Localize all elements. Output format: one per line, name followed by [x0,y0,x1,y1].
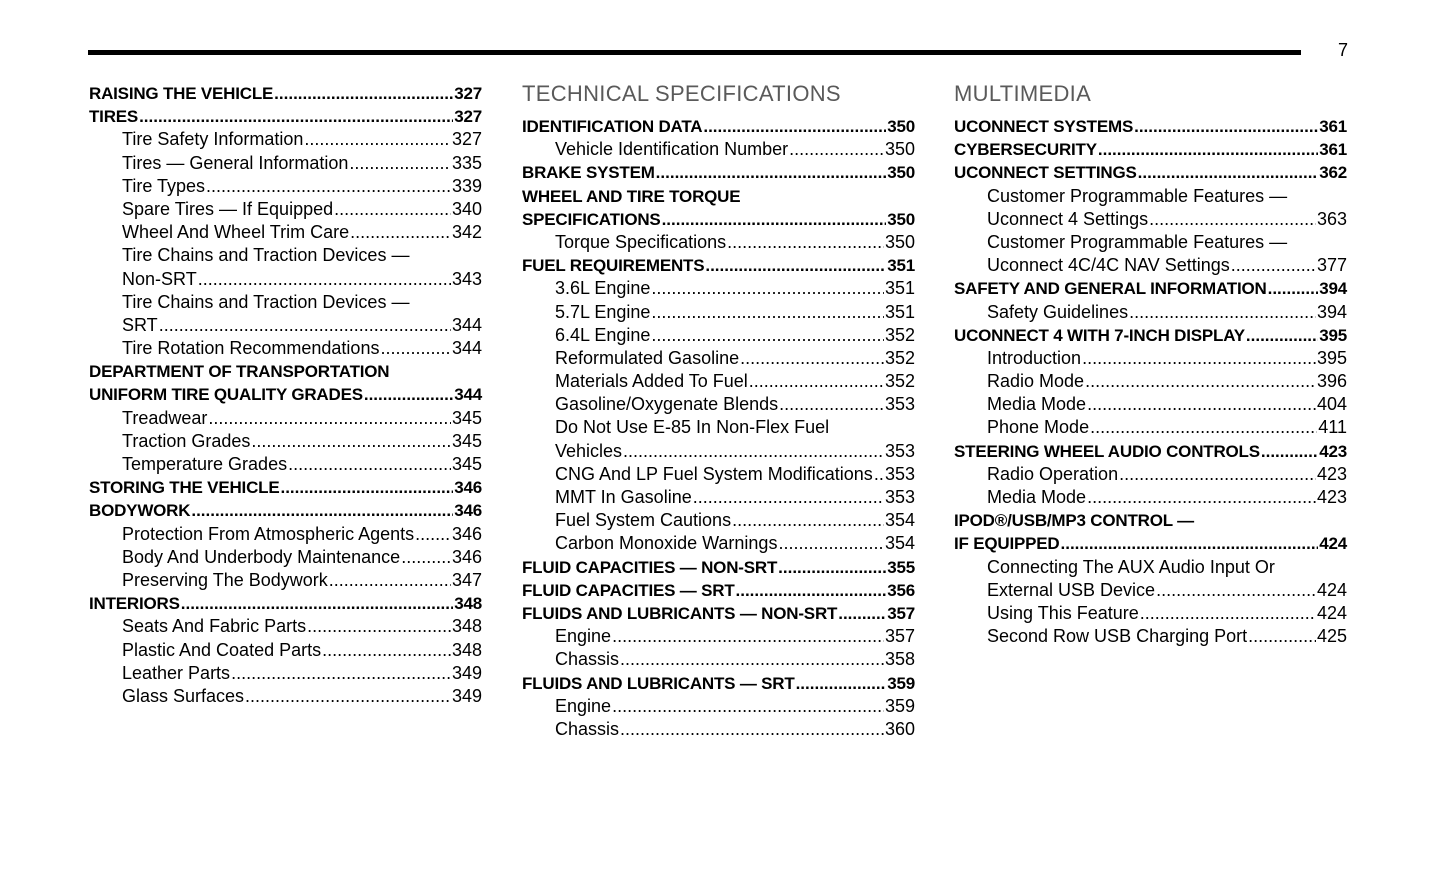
toc-entry-title: Introduction [987,347,1082,368]
dot-leader [349,152,451,175]
toc-entry-page: 394 [1319,279,1347,299]
dot-leader [1156,579,1316,602]
toc-subsection-entry[interactable] [954,463,1347,486]
dot-leader [159,314,451,337]
toc-subsection-entry[interactable] [954,347,1347,370]
dot-leader [693,486,884,509]
toc-section-entry [89,360,482,383]
dot-leader [1268,277,1319,300]
toc-subsection-entry[interactable] [522,440,915,463]
toc-section-entry[interactable] [522,556,915,579]
dot-leader [245,685,451,708]
dot-leader [307,615,451,638]
dot-leader [139,105,453,128]
toc-entry-page: 348 [451,616,482,637]
dot-leader [1085,370,1316,393]
dot-leader [288,453,451,476]
toc-entry-title: Tire Chains and Traction Devices — [122,291,410,312]
toc-entry-title: BODYWORK [89,501,191,521]
toc-entry-page: 350 [887,209,915,229]
toc-subsection-entry[interactable] [522,370,915,393]
dot-leader [732,509,884,532]
toc-entry-title: FLUIDS AND LUBRICANTS — SRT [522,673,795,693]
dot-leader [1090,416,1317,439]
toc-entry-title: FUEL REQUIREMENTS [522,256,705,276]
toc-entry-page: 352 [884,347,915,368]
toc-entry-page: 356 [887,580,915,600]
toc-entry-title: CNG And LP Fuel System Modifications [555,463,873,484]
toc-subsection-entry[interactable] [954,393,1347,416]
dot-leader [656,161,887,184]
toc-section-entry[interactable] [954,277,1347,300]
toc-entry-page: 395 [1316,347,1347,368]
toc-entry-page: 357 [887,603,915,623]
dot-leader [364,383,453,406]
toc-entry-title: Chassis [555,718,620,739]
toc-entry-page: 350 [884,231,915,252]
toc-subsection-entry[interactable] [954,254,1347,277]
toc-subsection-entry[interactable] [89,407,482,430]
dot-leader [662,208,887,231]
toc-entry-title: UCONNECT SETTINGS [954,163,1137,183]
toc-entry-page: 345 [451,454,482,474]
toc-entry-title: Radio Mode [987,371,1085,392]
toc-entry-title: Radio Operation [987,463,1119,484]
toc-entry-title: Leather Parts [122,662,231,683]
toc-subsection-entry[interactable] [522,301,915,324]
toc-subsection-entry[interactable] [522,138,915,161]
toc-entry-page: 359 [887,673,915,693]
dot-leader [727,231,884,254]
dot-leader [705,254,886,277]
toc-entry-title: RAISING THE VEHICLE [89,84,274,103]
toc-entry-title: Uconnect 4C/4C NAV Settings [987,255,1230,276]
toc-entry-page: 423 [1316,487,1347,507]
toc-entry-title: Spare Tires — If Equipped [122,198,334,219]
toc-entry-title: Vehicles [555,440,623,461]
toc-entry-page: 335 [451,152,482,173]
toc-entry-title: Customer Programmable Features — [987,185,1288,206]
dot-leader [198,268,451,291]
toc-entry-page: 344 [451,338,482,359]
dot-leader [651,324,884,347]
dot-leader [322,639,451,662]
dot-leader [1140,602,1316,625]
toc-section-entry[interactable] [522,254,915,277]
toc-entry-page: 351 [884,301,915,322]
toc-column-2 [522,82,915,741]
dot-leader [206,175,451,198]
toc-entry-page: 340 [451,198,482,219]
dot-leader [1246,324,1318,347]
toc-entry-title: FLUID CAPACITIES — NON-SRT [522,557,778,577]
section-heading: MULTIMEDIA [954,81,1092,106]
section-heading: TECHNICAL SPECIFICATIONS [522,81,841,106]
dot-leader [304,128,451,151]
toc-entry-title: Engine [555,626,612,647]
toc-entry-page: 347 [451,569,482,590]
dot-leader [1098,138,1318,161]
toc-entry-title: Materials Added To Fuel [555,371,748,392]
dot-leader [1248,625,1316,648]
toc-entry-title: Tire Safety Information [122,129,304,150]
toc-section-entry[interactable] [522,161,915,184]
dot-leader [620,648,884,671]
toc-entry-page: 351 [884,278,915,299]
toc-subsection-entry[interactable] [522,393,915,416]
toc-entry-page: 425 [1316,626,1347,647]
dot-leader [620,718,884,741]
dot-leader [703,115,886,138]
toc-subsection-entry [954,556,1347,579]
dot-leader [350,221,451,244]
toc-subsection-entry[interactable] [89,685,482,708]
toc-subsection-entry[interactable] [89,221,482,244]
toc-entry-title: Preserving The Bodywork [122,569,328,590]
toc-entry-page: 424 [1316,579,1347,600]
toc-column-1 [89,82,482,708]
toc-subsection-entry[interactable] [522,532,915,555]
toc-entry-page: 352 [884,324,915,345]
toc-entry-page: 346 [454,478,482,498]
toc-entry-title: UCONNECT 4 WITH 7-INCH DISPLAY [954,325,1245,345]
toc-subsection-entry[interactable] [89,523,482,546]
toc-entry-page: 344 [451,314,482,335]
toc-entry-title: CYBERSECURITY [954,140,1097,160]
toc-entry-page: 327 [454,107,482,127]
toc-entry-title: 5.7L Engine [555,301,651,322]
toc-subsection-entry[interactable] [89,639,482,662]
dot-leader [1134,115,1318,138]
toc-subsection-entry[interactable] [89,314,482,337]
toc-section-entry[interactable] [522,579,915,602]
toc-entry-title: Non-SRT [122,268,197,289]
toc-entry-title: SRT [122,314,158,335]
toc-entry-page: 352 [884,371,915,392]
toc-entry-page: 404 [1316,394,1347,415]
toc-subsection-entry[interactable] [89,569,482,592]
toc-entry-page: 411 [1318,417,1347,438]
toc-entry-title: Temperature Grades [122,454,288,474]
toc-entry-title: Uconnect 4 Settings [987,208,1149,229]
toc-entry-title: Media Mode [987,394,1087,415]
toc-entry-title: IF EQUIPPED [954,534,1060,554]
toc-entry-page: 346 [451,523,482,544]
dot-leader [1119,463,1316,486]
toc-subsection-entry[interactable] [522,324,915,347]
dot-leader [191,499,453,522]
toc-subsection-entry[interactable] [522,347,915,370]
toc-subsection-entry[interactable] [954,301,1347,324]
toc-entry-title: IPOD®/USB/MP3 CONTROL — [954,511,1194,531]
toc-entry-page: 346 [451,546,482,567]
toc-entry-title: Glass Surfaces [122,685,245,706]
toc-entry-page: 343 [451,268,482,289]
toc-entry-title: Tire Chains and Traction Devices — [122,245,410,266]
dot-leader [1261,440,1318,463]
dot-leader [329,569,451,592]
toc-subsection-entry [522,416,915,439]
dot-leader [251,430,451,453]
dot-leader [1087,393,1316,416]
toc-subsection-entry[interactable] [954,579,1347,602]
toc-entry-page: 344 [454,385,482,405]
toc-subsection-entry[interactable] [89,546,482,569]
toc-subsection-entry[interactable] [522,648,915,671]
toc-entry-title: 3.6L Engine [555,278,651,299]
toc-entry-title: Media Mode [987,487,1087,507]
toc-entry-page: 350 [887,163,915,183]
toc-entry-title: UNIFORM TIRE QUALITY GRADES [89,385,363,405]
toc-entry-title: WHEEL AND TIRE TORQUE [522,186,741,206]
toc-entry-title: UCONNECT SYSTEMS [954,117,1134,136]
toc-subsection-entry[interactable] [522,463,915,486]
toc-subsection-entry[interactable] [522,695,915,718]
dot-leader [274,82,453,105]
dot-leader [380,337,451,360]
toc-entry-page: 394 [1316,301,1347,322]
toc-subsection-entry[interactable] [954,602,1347,625]
toc-entry-page: 423 [1319,441,1347,461]
toc-subsection-entry[interactable] [89,453,482,476]
toc-entry-title: INTERIORS [89,594,180,614]
toc-entry-title: Tire Rotation Recommendations [122,338,380,359]
toc-subsection-entry[interactable] [522,277,915,300]
toc-entry-title: FLUID CAPACITIES — SRT [522,580,735,600]
toc-entry-page: 396 [1316,371,1347,392]
toc-entry-title: Body And Underbody Maintenance [122,546,401,567]
toc-entry-page: 348 [454,594,482,614]
toc-subsection-entry[interactable] [522,718,915,741]
dot-leader [789,138,884,161]
toc-subsection-entry[interactable] [89,268,482,291]
toc-column-3 [954,82,1347,648]
toc-entry-title: Carbon Monoxide Warnings [555,533,778,554]
toc-entry-page: 327 [451,129,482,150]
dot-leader [208,407,451,430]
toc-subsection-entry[interactable] [954,370,1347,393]
dot-leader [779,393,884,416]
toc-entry-page: 424 [1316,602,1347,623]
toc-entry-title: Engine [555,695,612,716]
toc-section-entry[interactable] [89,592,482,615]
toc-entry-title: Plastic And Coated Parts [122,639,322,660]
toc-entry-page: 327 [454,84,482,103]
toc-section-entry[interactable] [954,532,1347,555]
toc-section-entry[interactable] [954,115,1347,138]
toc-entry-title: IDENTIFICATION DATA [522,117,703,136]
toc-subsection-entry[interactable] [522,486,915,509]
toc-entry-title: STEERING WHEEL AUDIO CONTROLS [954,441,1260,461]
toc-entry-page: 349 [451,685,482,706]
toc-entry-page: 355 [887,557,915,577]
toc-entry-title: Gasoline/Oxygenate Blends [555,394,779,415]
toc-entry-title: SPECIFICATIONS [522,209,661,229]
toc-section-entry[interactable] [522,115,915,138]
toc-entry-title: STORING THE VEHICLE [89,478,280,498]
toc-entry-page: 353 [884,463,915,484]
dot-leader [651,301,884,324]
toc-entry-page: 350 [887,117,915,136]
toc-entry-title: Protection From Atmospheric Agents [122,523,415,544]
dot-leader [1129,301,1316,324]
toc-entry-page: 346 [454,501,482,521]
toc-entry-title: Chassis [555,649,620,670]
dot-leader [612,625,884,648]
dot-leader [778,532,884,555]
toc-subsection-entry[interactable] [522,231,915,254]
dot-leader [231,662,451,685]
dot-leader [623,440,884,463]
toc-section-entry[interactable] [89,105,482,128]
toc-entry-title: BRAKE SYSTEM [522,163,655,183]
toc-entry-title: External USB Device [987,579,1156,600]
toc-entry-title: Tires — General Information [122,152,349,173]
toc-entry-page: 353 [884,487,915,507]
dot-leader [401,546,451,569]
toc-subsection-entry[interactable] [89,662,482,685]
toc-subsection-entry[interactable] [89,152,482,175]
toc-entry-page: 363 [1316,208,1347,229]
toc-section-entry[interactable] [954,324,1347,347]
dot-leader [1138,161,1319,184]
toc-section-entry[interactable] [89,499,482,522]
toc-entry-title: Wheel And Wheel Trim Care [122,222,350,243]
toc-section-entry[interactable] [89,476,482,499]
toc-subsection-entry[interactable] [954,625,1347,648]
toc-subsection-entry[interactable] [89,128,482,151]
toc-subsection-entry [89,291,482,314]
dot-leader [740,347,884,370]
top-rule [88,50,1301,55]
toc-entry-title: Safety Guidelines [987,301,1129,322]
dot-leader [1149,208,1316,231]
toc-subsection-entry [89,244,482,267]
toc-entry-title: Connecting The AUX Audio Input Or [987,556,1275,577]
toc-subsection-entry [954,231,1347,254]
toc-entry-title: TIRES [89,107,139,127]
toc-entry-title: DEPARTMENT OF TRANSPORTATION [89,362,390,382]
toc-entry-title: Using This Feature [987,602,1139,623]
toc-entry-page: 349 [451,662,482,683]
toc-entry-title: Fuel System Cautions [555,510,732,531]
toc-entry-page: 354 [884,510,915,531]
toc-subsection-entry[interactable] [89,337,482,360]
dot-leader [1082,347,1316,370]
toc-section-entry[interactable] [522,602,915,625]
dot-leader [874,463,884,486]
toc-entry-title: Do Not Use E-85 In Non-Flex Fuel [555,417,830,438]
toc-section-entry[interactable] [522,208,915,231]
toc-subsection-entry [954,185,1347,208]
toc-entry-page: 362 [1319,163,1347,183]
toc-entry-page: 423 [1316,463,1347,484]
toc-entry-page: 358 [884,649,915,670]
toc-section-entry [954,509,1347,532]
toc-entry-title: Torque Specifications [555,231,727,252]
toc-subsection-entry[interactable] [89,615,482,638]
toc-section-entry[interactable] [954,440,1347,463]
toc-entry-page: 395 [1319,325,1347,345]
dot-leader [749,370,884,393]
dot-leader [778,556,886,579]
toc-entry-page: 357 [884,626,915,647]
toc-section-entry[interactable] [89,82,482,105]
toc-section-entry [522,185,915,208]
dot-leader [1231,254,1316,277]
dot-leader [736,579,887,602]
toc-section-entry[interactable] [954,138,1347,161]
dot-leader [1061,532,1319,555]
toc-entry-page: 361 [1319,117,1347,136]
toc-section-entry[interactable] [522,672,915,695]
toc-entry-title: Customer Programmable Features — [987,231,1288,252]
toc-subsection-entry[interactable] [522,625,915,648]
toc-entry-title: Seats And Fabric Parts [122,616,307,637]
toc-entry-title: MMT In Gasoline [555,487,692,507]
toc-entry-page: 377 [1316,255,1347,276]
toc-entry-page: 339 [451,175,482,196]
toc-entry-page: 361 [1319,140,1347,160]
toc-entry-page: 351 [887,256,915,276]
page-number: 7 [1338,40,1349,60]
toc-subsection-entry[interactable] [954,486,1347,509]
toc-entry-page: 350 [884,139,915,160]
toc-entry-page: 342 [451,222,482,243]
toc-subsection-entry[interactable] [954,416,1347,439]
toc-entry-page: 345 [451,430,482,451]
toc-entry-page: 354 [884,533,915,554]
toc-entry-title: Tire Types [122,175,206,196]
toc-entry-page: 424 [1319,534,1347,554]
toc-subsection-entry[interactable] [954,208,1347,231]
dot-leader [181,592,453,615]
toc-entry-title: Reformulated Gasoline [555,347,740,368]
dot-leader [838,602,886,625]
dot-leader [612,695,884,718]
toc-section-entry[interactable] [954,161,1347,184]
toc-entry-title: Phone Mode [987,417,1090,438]
toc-entry-page: 353 [884,440,915,461]
toc-subsection-entry[interactable] [89,430,482,453]
dot-leader [1087,486,1316,509]
toc-entry-title: 6.4L Engine [555,324,651,345]
toc-subsection-entry[interactable] [89,175,482,198]
dot-leader [651,277,884,300]
toc-entry-title: SAFETY AND GENERAL INFORMATION [954,279,1267,299]
toc-entry-page: 360 [884,718,915,739]
toc-entry-page: 353 [884,394,915,415]
toc-entry-title: FLUIDS AND LUBRICANTS — NON-SRT [522,603,838,623]
toc-entry-page: 345 [451,407,482,428]
dot-leader [415,523,451,546]
toc-section-entry[interactable] [89,383,482,406]
toc-entry-page: 348 [451,639,482,660]
dot-leader [280,476,453,499]
toc-entry-page: 359 [884,695,915,716]
dot-leader [334,198,451,221]
dot-leader [796,672,887,695]
toc-entry-title: Vehicle Identification Number [555,139,789,160]
toc-subsection-entry[interactable] [522,509,915,532]
toc-subsection-entry[interactable] [89,198,482,221]
toc-entry-title: Second Row USB Charging Port [987,626,1248,647]
toc-entry-title: Traction Grades [122,430,251,451]
toc-entry-title: Treadwear [122,407,208,428]
